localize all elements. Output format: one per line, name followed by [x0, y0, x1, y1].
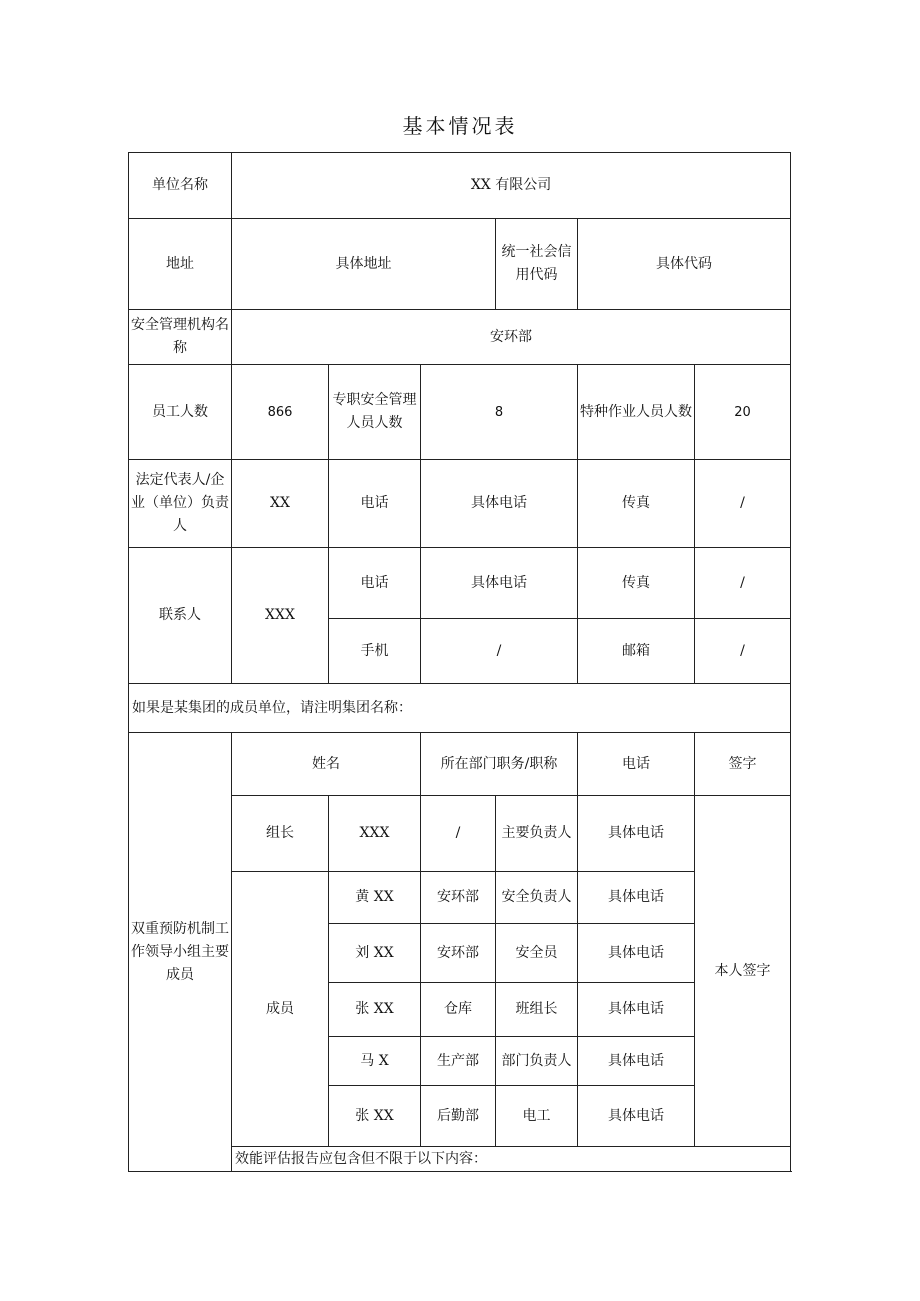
member-phone: 具体电话: [578, 924, 695, 983]
member-title: 安全负责人: [496, 872, 578, 924]
member-phone: 具体电话: [578, 1086, 695, 1147]
row-unit-name: [129, 153, 791, 219]
member-name: 张 XX: [329, 983, 421, 1037]
signature-cell: 本人签字: [695, 796, 791, 1147]
staff-count-value: 866: [232, 365, 329, 460]
contact-phone-label: 电话: [329, 548, 421, 619]
member-title: 部门负责人: [496, 1037, 578, 1086]
row-staff: [129, 365, 791, 460]
member-title: 班组长: [496, 983, 578, 1037]
safety-staff-value: 8: [421, 365, 578, 460]
leader-label: 组长: [232, 796, 329, 872]
row-legal-rep: [129, 460, 791, 548]
legal-rep-phone-value: 具体电话: [421, 460, 578, 548]
contact-value: XXX: [232, 548, 329, 684]
special-staff-label: 特种作业人员人数: [578, 365, 695, 460]
basic-info-table: [128, 152, 791, 1172]
member-dept: 生产部: [421, 1037, 496, 1086]
legal-rep-label: 法定代表人/企业（单位）负责人: [129, 460, 232, 548]
legal-rep-value: XX: [232, 460, 329, 548]
header-dept: 所在部门职务/职称: [421, 733, 578, 796]
safety-org-value: 安环部: [232, 310, 791, 365]
member-phone: 具体电话: [578, 1037, 695, 1086]
legal-rep-phone-label: 电话: [329, 460, 421, 548]
member-dept: 仓库: [421, 983, 496, 1037]
report-note: 效能评估报告应包含但不限于以下内容：: [232, 1147, 791, 1172]
member-title: 电工: [496, 1086, 578, 1147]
row-address: [129, 219, 791, 310]
credit-code-label: 统一社会信用代码: [496, 219, 578, 310]
header-phone: 电话: [578, 733, 695, 796]
contact-mobile-value: /: [421, 619, 578, 684]
member-title: 安全员: [496, 924, 578, 983]
leader-phone: 具体电话: [578, 796, 695, 872]
member-name: 刘 XX: [329, 924, 421, 983]
contact-fax-label: 传真: [578, 548, 695, 619]
member-phone: 具体电话: [578, 872, 695, 924]
row-group-note: [129, 684, 791, 733]
leader-dept: /: [421, 796, 496, 872]
special-staff-value: 20: [695, 365, 791, 460]
unit-name-value: XX 有限公司: [232, 153, 791, 219]
member-dept: 安环部: [421, 924, 496, 983]
credit-code-value: 具体代码: [578, 219, 791, 310]
unit-name-label: 单位名称: [129, 153, 232, 219]
page-title: 基本情况表: [402, 114, 518, 138]
contact-mobile-label: 手机: [329, 619, 421, 684]
header-name: 姓名: [232, 733, 421, 796]
safety-org-label: 安全管理机构名称: [129, 310, 232, 365]
header-sign: 签字: [695, 733, 791, 796]
contact-phone-value: 具体电话: [421, 548, 578, 619]
contact-email-value: /: [695, 619, 791, 684]
contact-label: 联系人: [129, 548, 232, 684]
contact-email-label: 邮箱: [578, 619, 695, 684]
member-name: 张 XX: [329, 1086, 421, 1147]
safety-staff-label: 专职安全管理人员人数: [329, 365, 421, 460]
group-note: 如果是某集团的成员单位，请注明集团名称：: [129, 684, 791, 733]
leader-title: 主要负责人: [496, 796, 578, 872]
row-team-header: [129, 733, 791, 796]
member-dept: 安环部: [421, 872, 496, 924]
legal-rep-fax-value: /: [695, 460, 791, 548]
member-phone: 具体电话: [578, 983, 695, 1037]
legal-rep-fax-label: 传真: [578, 460, 695, 548]
staff-count-label: 员工人数: [129, 365, 232, 460]
member-name: 马 X: [329, 1037, 421, 1086]
team-label: 双重预防机制工作领导小组主要成员: [129, 733, 232, 1172]
leader-name: XXX: [329, 796, 421, 872]
row-safety-org: [129, 310, 791, 365]
address-label: 地址: [129, 219, 232, 310]
member-dept: 后勤部: [421, 1086, 496, 1147]
address-value: 具体地址: [232, 219, 496, 310]
row-contact-phone: [129, 548, 791, 619]
members-label: 成员: [232, 872, 329, 1147]
member-name: 黄 XX: [329, 872, 421, 924]
contact-fax-value: /: [695, 548, 791, 619]
